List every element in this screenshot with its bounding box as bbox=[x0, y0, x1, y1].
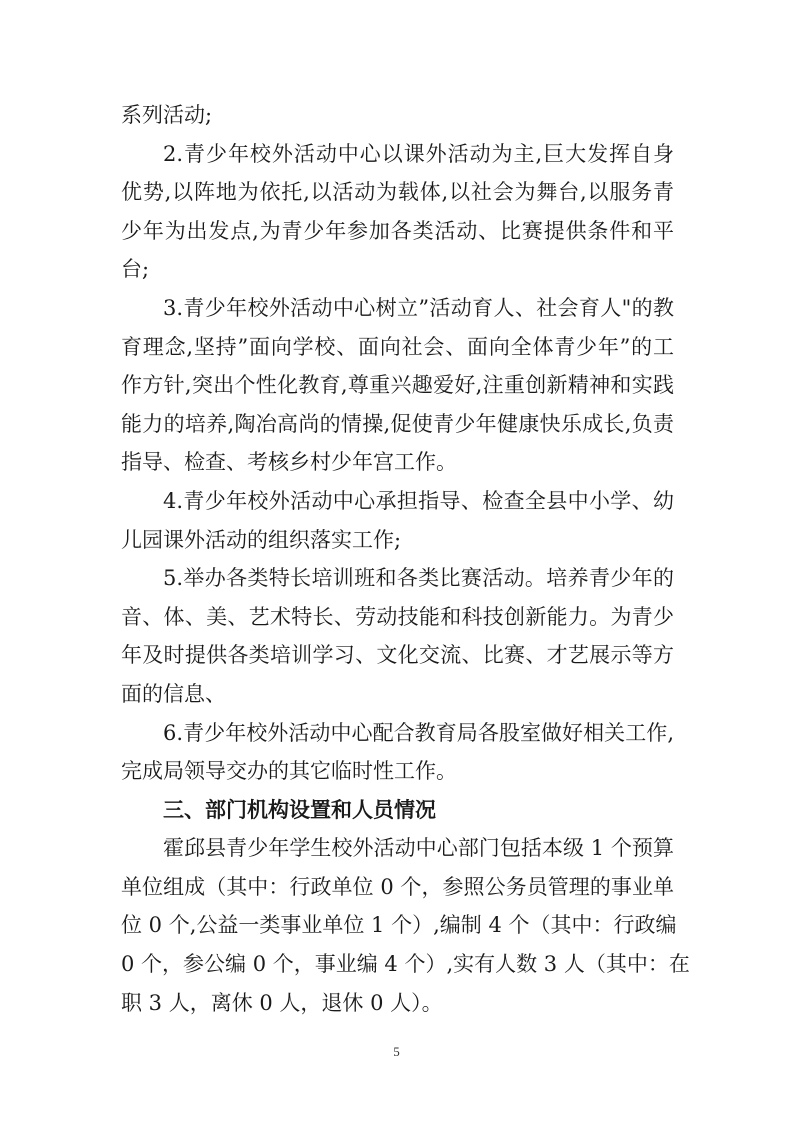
paragraph-item-3 bbox=[121, 289, 674, 482]
text-line: 指导、检查、考核乡村少年宫工作。 bbox=[121, 450, 457, 475]
document-body bbox=[121, 96, 690, 1022]
text-line: 少年为出发点,为青少年参加各类活动、比赛提供条件和平 bbox=[121, 218, 674, 243]
text-line: 台; bbox=[121, 257, 150, 282]
text-line: 霍邱县青少年学生校外活动中心部门包括本级 1 个预算 bbox=[163, 836, 674, 861]
text-line: 4.青少年校外活动中心承担指导、检查全县中小学、幼 bbox=[163, 488, 674, 513]
text-line: 单位组成（其中：行政单位 0 个，参照公务员管理的事业单 bbox=[121, 874, 674, 899]
text-line: 年及时提供各类培训学习、文化交流、比赛、才艺展示等方 bbox=[121, 643, 674, 668]
text-line: 2.青少年校外活动中心以课外活动为主,巨大发挥自身 bbox=[163, 141, 674, 166]
paragraph-item-6 bbox=[121, 714, 674, 791]
text-line: 完成局领导交办的其它临时性工作。 bbox=[121, 759, 457, 784]
text-line: 5.举办各类特长培训班和各类比赛活动。培养青少年的 bbox=[163, 566, 674, 591]
page-number: 5 bbox=[393, 1044, 400, 1059]
paragraph-item-2 bbox=[121, 135, 674, 289]
text-line: 面的信息、 bbox=[121, 681, 226, 706]
text-line: 音、体、美、艺术特长、劳动技能和科技创新能力。为青少 bbox=[121, 604, 674, 629]
text-line: 位 0 个,公益一类事业单位 1 个）,编制 4 个（其中：行政编 bbox=[121, 913, 677, 938]
text-line: 3.青少年校外活动中心树立”活动育人、社会育人"的教 bbox=[163, 295, 674, 320]
text-line: 系列活动; bbox=[121, 103, 213, 127]
text-line: 职 3 人，离休 0 人，退休 0 人）。 bbox=[121, 990, 443, 1015]
paragraph-item-4 bbox=[121, 482, 674, 559]
section-heading: 三、部门机构设置和人员情况 bbox=[163, 797, 436, 822]
paragraph-item-5 bbox=[121, 559, 674, 713]
text-line: 优势,以阵地为依托,以活动为载体,以社会为舞台,以服务青 bbox=[121, 180, 674, 205]
text-line: 6.青少年校外活动中心配合教育局各股室做好相关工作, bbox=[163, 720, 674, 745]
text-line: 作方针,突出个性化教育,尊重兴趣爱好,注重创新精神和实践 bbox=[121, 373, 674, 398]
staffing-paragraph bbox=[121, 829, 690, 1022]
paragraph-activities-continued bbox=[121, 96, 674, 135]
text-line: 育理念,坚持”面向学校、面向社会、面向全体青少年”的工 bbox=[121, 334, 674, 359]
text-line: 0 个，参公编 0 个，事业编 4 个）,实有人数 3 人（其中：在 bbox=[121, 952, 690, 977]
text-line: 能力的培养,陶冶高尚的情操,促使青少年健康快乐成长,负责 bbox=[121, 411, 674, 436]
text-line: 儿园课外活动的组织落实工作; bbox=[121, 527, 402, 552]
